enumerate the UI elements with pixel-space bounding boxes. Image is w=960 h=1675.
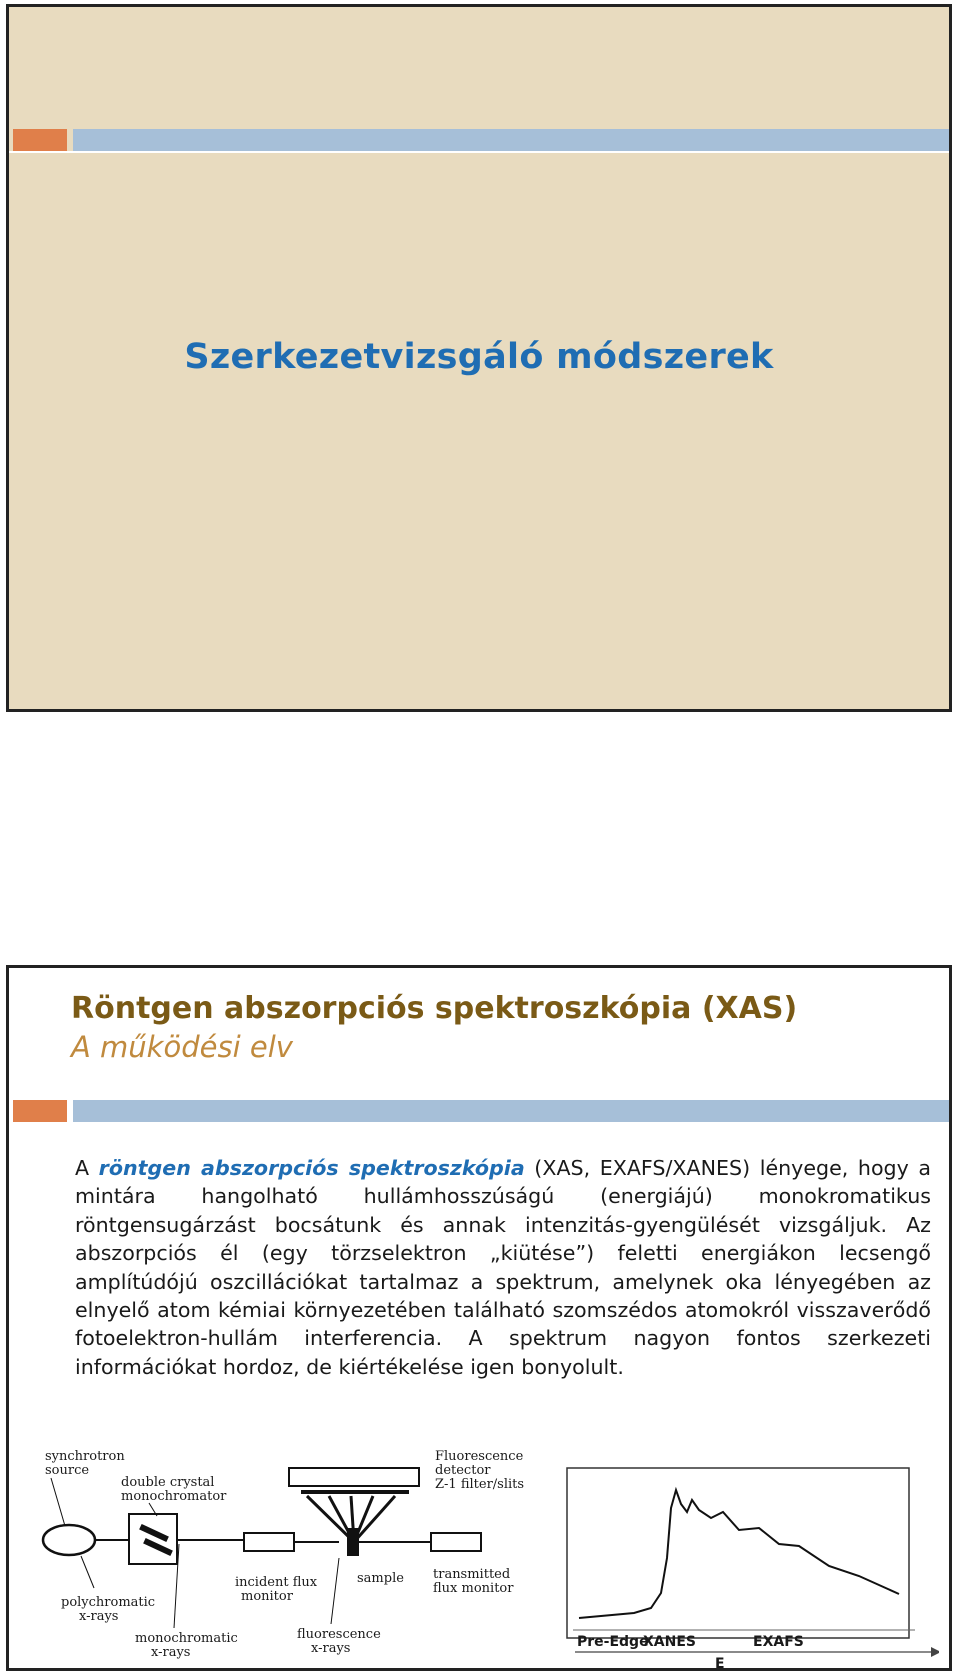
accent-bar-orange	[13, 129, 67, 151]
label-xanes: XANES	[643, 1634, 696, 1650]
label-fluor-det-2: detector	[435, 1463, 491, 1478]
label-exafs: EXAFS	[753, 1634, 804, 1650]
label-mono-1: monochromatic	[135, 1631, 238, 1646]
synchrotron-ring	[43, 1525, 95, 1555]
label-fluor-det-3: Z-1 filter/slits	[435, 1477, 525, 1492]
label-poly-1: polychromatic	[61, 1595, 156, 1610]
xas-setup-diagram	[39, 1448, 939, 1670]
leader-line	[81, 1556, 94, 1588]
label-fluor-xrays-1: fluorescence	[297, 1627, 381, 1642]
label-transmitted-1: transmitted	[433, 1567, 511, 1582]
label-poly-2: x-rays	[79, 1609, 119, 1624]
label-sample: sample	[357, 1571, 404, 1586]
slide-1-title: Szerkezetvizsgáló módszerek	[184, 337, 774, 377]
slide-2-title: Röntgen abszorpciós spektroszkópia (XAS)	[71, 991, 798, 1026]
incident-flux-monitor	[244, 1533, 294, 1551]
label-transmitted-2: flux monitor	[433, 1581, 514, 1596]
label-crystal-1: double crystal	[121, 1475, 215, 1490]
label-energy-axis: E	[715, 1656, 725, 1670]
transmitted-flux-monitor	[431, 1533, 481, 1551]
accent-line	[9, 151, 949, 153]
label-pre-edge: Pre-Edge	[577, 1634, 649, 1650]
body-rest: (XAS, EXAFS/XANES) lényege, hogy a mintára hangolható hullámhosszúságú (energiájú) monokromatikus röntgensugárzást bocsátunk és annak intenzitás-gyengülését vizsgáljuk. Az abszorpciós él (egy törzselektron „kiütése”) feletti energiákon lecsengő amplítúdójú oszcillációkat tartalmaz a spektrum, amelynek oka lényegében az elnyelő atom kémiai környezetében található szomszédos atomokról visszaverődő fotoelektron-hullám interferencia. A spektrum nagyon fontos szerkezeti információkat hordoz, de kiértékelése igen bonyolult.	[75, 1156, 931, 1379]
label-incident-2: monitor	[241, 1589, 293, 1604]
slide-2	[6, 965, 952, 1671]
label-crystal-2: monochromator	[121, 1489, 227, 1504]
accent-bar-orange	[13, 1100, 67, 1122]
sample	[347, 1528, 359, 1556]
label-incident-1: incident flux	[235, 1575, 318, 1590]
leader-line	[331, 1558, 339, 1624]
label-synchrotron-2: source	[45, 1463, 90, 1478]
energy-axis-arrow	[931, 1647, 939, 1657]
slide-2-subtitle: A működési elv	[71, 1030, 293, 1064]
leader-line	[51, 1478, 65, 1526]
slide-2-body-text	[75, 1154, 931, 1381]
label-fluor-xrays-2: x-rays	[311, 1641, 351, 1656]
body-highlight: röntgen abszorpciós spektroszkópia	[98, 1156, 525, 1180]
monochromator-box	[129, 1514, 177, 1564]
label-synchrotron-1: synchrotron	[45, 1449, 125, 1464]
slide-1	[6, 4, 952, 712]
fluorescence-detector	[289, 1468, 419, 1486]
xas-spectrum-plot	[567, 1468, 939, 1670]
accent-bar-blue	[73, 1100, 949, 1122]
body-prefix: A	[75, 1156, 99, 1180]
accent-bar-blue	[73, 129, 949, 151]
label-fluor-det-1: Fluorescence	[435, 1449, 524, 1464]
label-mono-2: x-rays	[151, 1645, 191, 1660]
spectrum-frame	[567, 1468, 909, 1638]
